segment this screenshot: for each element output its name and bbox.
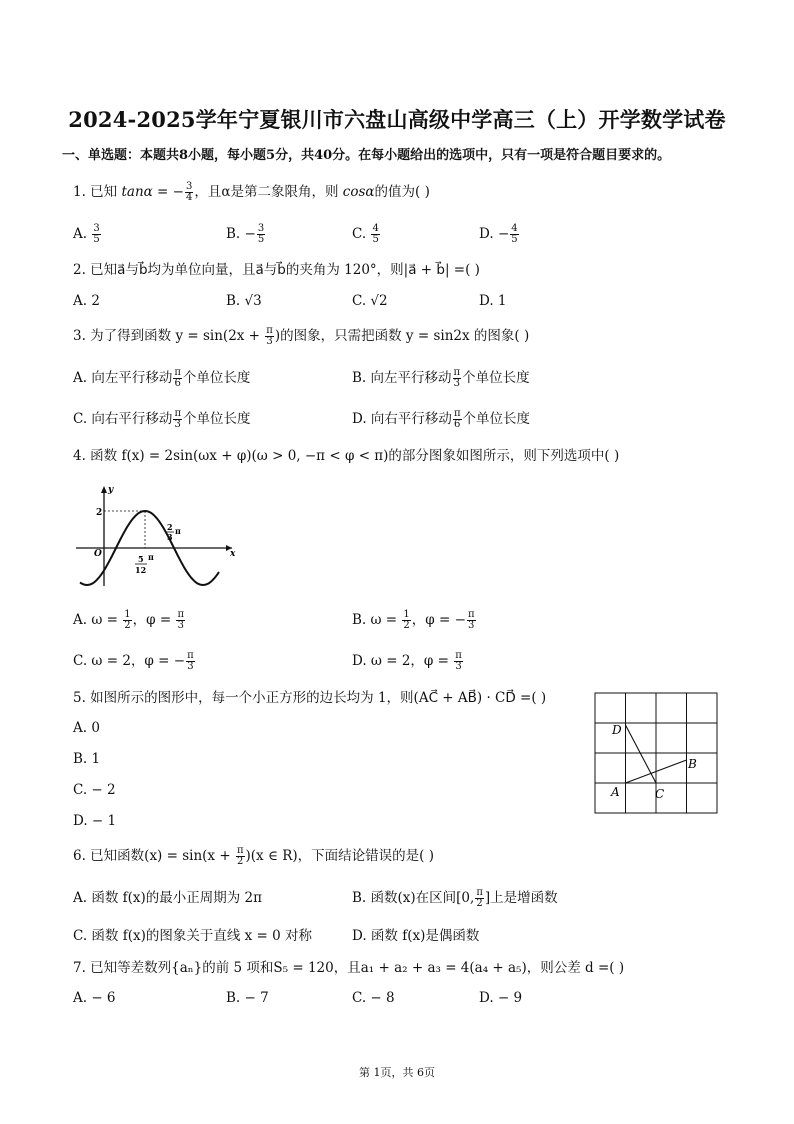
- page-title: 2024-2025学年宁夏银川市六盘山高级中学高三（上）开学数学试卷: [68, 107, 726, 132]
- x1-numerator: 5: [138, 554, 144, 564]
- q4-option-b: B. ω = $\frac{1}{2}$ ，φ = − $\frac{\pi}{3}$: [352, 609, 475, 631]
- q1-option-b: B. − $\frac{3}{5}$: [226, 223, 265, 245]
- q5-option-a: A. 0: [73, 720, 100, 736]
- q5-option-b: B. 1: [73, 751, 101, 767]
- question-2: 2. 已知a⃗与b⃗均为单位向量，且a⃗与b⃗的夹角为 120°，则|a⃗ + b⃗| =( ): [73, 262, 480, 278]
- y-axis-label: y: [108, 485, 114, 495]
- point-d-label: D: [612, 723, 622, 737]
- origin-label: O: [94, 549, 102, 559]
- q7-option-b: B. − 7: [226, 990, 269, 1006]
- q5-option-d: D. − 1: [73, 813, 117, 829]
- q3-option-c: C. 向右平行移动 $\frac{\pi}{3}$ 个单位长度: [73, 408, 251, 430]
- sine-graph-figure: [74, 482, 244, 592]
- q2-option-a: A. 2: [73, 293, 100, 309]
- q7-option-d: D. − 9: [479, 990, 523, 1006]
- question-4: 4. 函数 f(x) = 2sin(ωx + φ)(ω > 0, −π < φ < π)的部分图象如图所示，则下列选项中( ): [73, 448, 620, 464]
- x1-suffix: π: [148, 552, 154, 562]
- point-b-label: B: [688, 757, 697, 771]
- q3-option-d: D. 向右平行移动 $\frac{\pi}{6}$ 个单位长度: [352, 408, 531, 430]
- x2-denominator: 3: [167, 532, 173, 542]
- question-6: 6. 已知函数(x) = sin(x + $\frac{\pi}{2}$ )(x ∈ R)，下面结论错误的是( ): [73, 845, 434, 867]
- y-axis-arrow: [101, 486, 107, 493]
- q1-option-c: C. $\frac{4}{5}$: [352, 223, 379, 245]
- question-7: 7. 已知等差数列{aₙ}的前 5 项和S₅ = 120，且a₁ + a₂ + a₃ = 4(a₄ + a₅)，则公差 d =( ): [73, 960, 625, 976]
- point-c-label: C: [655, 787, 665, 801]
- x-axis-label: x: [230, 549, 236, 559]
- x2-suffix: π: [175, 526, 181, 536]
- q2-option-d: D. 1: [479, 293, 507, 309]
- fraction: $\frac{3}{4}$: [185, 181, 193, 203]
- q2-option-c: C. √2: [352, 293, 388, 309]
- q3-option-b: B. 向左平行移动 $\frac{\pi}{3}$ 个单位长度: [352, 367, 530, 389]
- q6-option-c: C. 函数 f(x)的图象关于直线 x = 0 对称: [73, 928, 313, 944]
- segment-dc: [626, 725, 657, 783]
- question-1: 1. 已知 tanα = − $\frac{3}{4}$ ，且α是第二象限角，则 cosα的值为( ): [73, 181, 430, 203]
- q5-option-c: C. − 2: [73, 782, 116, 798]
- q6-option-a: A. 函数 f(x)的最小正周期为 2π: [73, 890, 263, 906]
- q1-option-d: D. − $\frac{4}{5}$: [479, 223, 518, 245]
- x1-denominator: 12: [135, 565, 147, 575]
- max-value-label: 2: [96, 508, 103, 518]
- q4-option-a: A. ω = $\frac{1}{2}$ ，φ = $\frac{\pi}{3}$: [73, 609, 185, 631]
- q4-option-d: D. ω = 2，φ = $\frac{\pi}{3}$: [352, 650, 462, 672]
- q3-option-a: A. 向左平行移动 $\frac{\pi}{6}$ 个单位长度: [73, 367, 251, 389]
- q2-option-b: B. √3: [226, 293, 262, 309]
- section-heading: 一、单选题：本题共8小题，每小题5分，共40分。在每小题给出的选项中，只有一项是符合题目要求的。: [62, 148, 671, 163]
- q1-option-a: A. $\frac{3}{5}$: [73, 223, 100, 245]
- point-a-label: A: [611, 785, 620, 799]
- q7-option-a: A. − 6: [73, 990, 116, 1006]
- q4-option-c: C. ω = 2，φ = − $\frac{\pi}{3}$: [73, 650, 194, 672]
- q6-option-d: D. 函数 f(x)是偶函数: [352, 928, 480, 944]
- question-3: 3. 为了得到函数 y = sin(2x + $\frac{\pi}{3}$ )的图象，只需把函数 y = sin2x 的图象( ): [73, 325, 530, 347]
- grid-figure: [594, 692, 718, 814]
- x2-numerator: 2: [167, 522, 173, 532]
- q6-option-b: B. 函数(x)在区间[0, $\frac{\pi}{2}$ ]上是增函数: [352, 887, 558, 909]
- page-footer: 第 1页，共 6页: [359, 1066, 435, 1079]
- question-5: 5. 如图所示的图形中，每一个小正方形的边长均为 1，则(AC⃗ + AB⃗) · CD⃗ =( ): [73, 690, 547, 706]
- q7-option-c: C. − 8: [352, 990, 395, 1006]
